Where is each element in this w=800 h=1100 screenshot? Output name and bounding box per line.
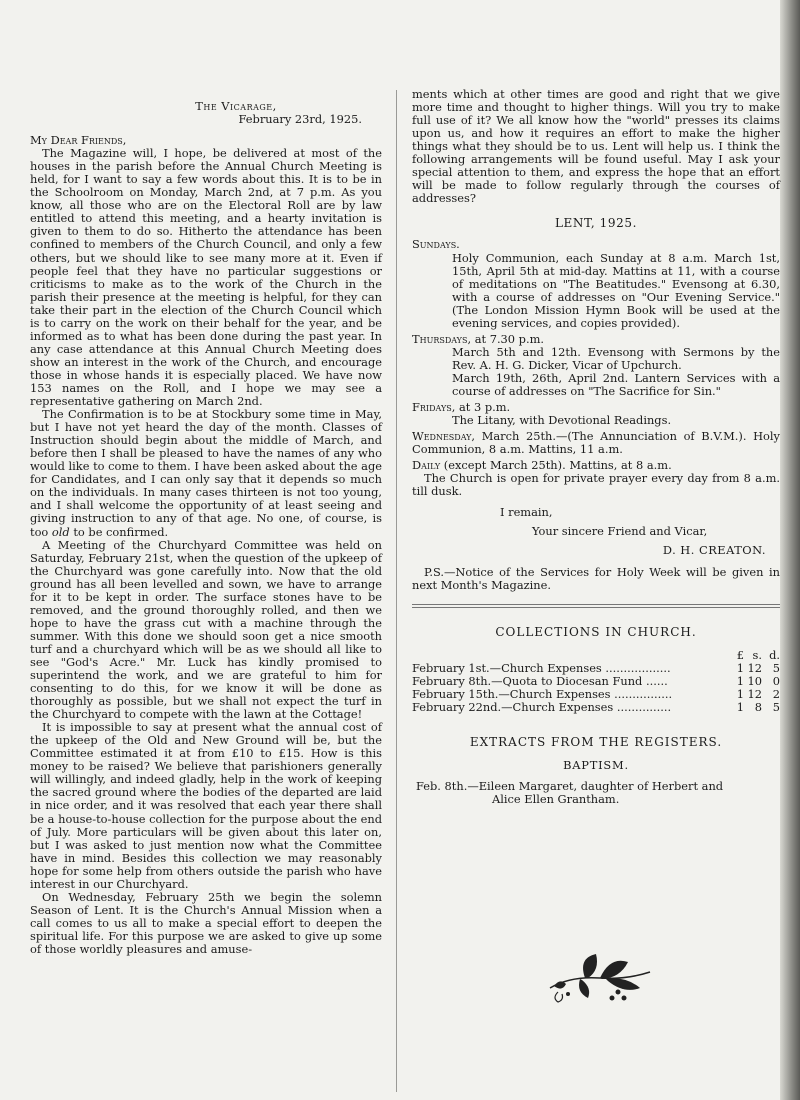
thursdays-label: Thursdays, <box>412 331 472 346</box>
page-edge-shadow <box>780 0 800 1100</box>
fridays-entry: Fridays, at 3 p.m. <box>412 400 511 415</box>
emphasis-old: old <box>51 524 70 539</box>
sundays-label: Sundays. <box>412 237 460 252</box>
fridays-label: Fridays, <box>412 400 456 415</box>
daily-label: Daily <box>412 458 441 473</box>
table-row: February 8th.—Quota to Diocesan Fund ...... 1 10 0 <box>412 673 780 688</box>
paragraph-lent-continued: ments which at other times are good and right that we give more time and thought to higher things. Will you try to make full use of it? We all know how the "world" presses its claims upon us, and how it requires an effort to make the higher things what they should be to us. Lent will help us. I think the following arrangements will be found useful. May I ask your special attention to them, and express the hope that an effort will be made to follow regularly through the courses of addresses? <box>412 87 780 206</box>
paragraph-churchyard: A Meeting of the Churchyard Committee was held on Saturday, February 21st, when the question of the upkeep of the Churchyard was gone carefully into. Now that the old ground has all been levelled and sown, we have to arrange for it to be kept in order. The surface stones have to be removed, and the ground thoroughly rolled, and then we hope to have the grass cut with a machine through the summer. With this done we should soon get a nice smooth turf and a churchyard which will be as we should all like to see "God's Acre." Mr. Luck has kindly promised to superintend the work, and we are grateful to him for consenting to do this, for we know it will be done as thoroughly as possible, but we shall not expect the turf in the Churchyard to compete with the lawn at the Cottage! <box>30 537 382 722</box>
thursdays-entry: Thursdays, at 7.30 p.m. <box>412 331 545 346</box>
pounds-header: £ <box>736 647 744 662</box>
table-row: February 1st.—Church Expenses .................. 1 12 5 <box>412 660 780 675</box>
sundays-text: Holy Communion, each Sunday at 8 a.m. March 1st, 15th, April 5th at mid-day. Mattins at 11, with a course of meditations on "The Beatitudes." Evensong at 6.30, with a course of addresses on "Our Evening Service." (The London Mission Hymn Book will be used at the evening services, and copies provided). <box>452 250 780 330</box>
lent-heading: LENT, 1925. <box>554 216 638 231</box>
column-divider <box>396 90 397 1092</box>
section-divider <box>412 604 780 608</box>
closing-remain: I remain, <box>500 505 553 520</box>
baptism-entry-cont: Alice Ellen Grantham. <box>492 792 620 807</box>
thursdays-text-2: March 19th, 26th, April 2nd. Lantern Services with a course of addresses on "The Sacrifice for Sin." <box>452 370 780 398</box>
postscript: P.S.—Notice of the Services for Holy Week will be given in next Month's Magazine. <box>412 564 780 592</box>
salutation: My Dear Friends, <box>30 133 127 148</box>
thursdays-text-1: March 5th and 12th. Evensong with Sermons by the Rev. A. H. G. Dicker, Vicar of Upchurch. <box>452 344 780 372</box>
wednesday-entry: Wednesday, March 25th.—(The Annunciation of B.V.M.). Holy Communion, 8 a.m. Mattins, 11 a.m. <box>412 429 780 457</box>
closing-sincere: Your sincere Friend and Vicar, <box>532 524 708 539</box>
baptism-entry: Feb. 8th.—Eileen Margaret, daughter of Herbert and <box>416 778 724 793</box>
paragraph-lent-start: On Wednesday, February 25th we begin the solemn Season of Lent. It is the Church's Annual Mission when a call comes to us all to make a special effort to deepen the spiritual life. For this purpose we are asked to give up some of those worldly pleasures and amuse- <box>30 889 382 956</box>
table-row: February 15th.—Church Expenses ................ 1 12 2 <box>412 686 780 701</box>
fridays-text: The Litany, with Devotional Readings. <box>452 413 672 428</box>
collections-header-row <box>412 649 780 662</box>
wednesday-label: Wednesday, <box>412 429 476 444</box>
baptism-heading: BAPTISM. <box>563 757 629 772</box>
table-row: February 22nd.—Church Expenses ............... 1 8 5 <box>412 699 780 714</box>
left-column <box>30 100 382 956</box>
paragraph-confirmation: The Confirmation is to be at Stockbury some time in May, but I have not yet heard the day of the month. Classes of Instruction should begin about the middle of March, and before then I shall be pleased to have the names of any who would like to come to them. I have been asked about the age for Candidates, and I can only say that it depends so much on the individuals. In many cases thirteen is not too young, and I shall welcome the opportunity of at least seeing and giving instruction to any of that age. No one, of course, is too old to be confirmed. <box>30 407 382 539</box>
letter-date: February 23rd, 1925. <box>238 112 362 127</box>
collections-table <box>412 649 780 714</box>
daily-entry: Daily (except March 25th). Mattins, at 8 a.m. <box>412 458 672 473</box>
paragraph-upkeep-cost: It is impossible to say at present what the annual cost of the upkeep of the Old and New Ground will be, but the Committee estimated it at from £10 to £15. How is this money to be raised? We believe that parishioners generally will willingly, and indeed gladly, help in the work of keeping the sacred ground where the bodies of the departed are laid in nice order, and it was resolved that each year there shall be a house-to-house collection for the purpose about the end of July. More particulars will be given about this later on, but I was asked to just mention now what the Committee have in mind. Besides this collection we may reasonably hope for some help from others outside the parish who have interest in our Churchyard. <box>30 720 382 891</box>
paragraph-annual-meeting: The Magazine will, I hope, be delivered at most of the houses in the parish before the Annual Church Meeting is held, for I want to say a few words about this. It is to be in the Schoolroom on Monday, March 2nd, at 7 p.m. As you know, all those who are on the Electoral Roll are by law entitled to attend this meeting, and a hearty invitation is given to them to do so. Hitherto the attendance has been confined to members of the Church Council, and only a few others, but we should like to see many more at it. Even if people feel that they have no particular suggestions or criticisms to make as to the work of the Church in the parish their presence at the meeting is helpful, for they can take their part in the election of the Church Council which is to carry on the work on their behalf for the year, and be informed as to what has been done during the past year. In any case attendance at this Annual Church Meeting does show an interest in the work of the Church, and encourage those in whose hands it is especially placed. We have now 153 names on the Roll, and I hope we may see a representative gathering on March 2nd. <box>30 146 382 409</box>
pence-header: d. <box>769 647 780 662</box>
shillings-header: s. <box>752 647 762 662</box>
vicar-name: D. H. CREATON. <box>662 543 766 558</box>
floral-ornament-icon <box>540 948 660 1008</box>
daily-text-2: The Church is open for private prayer every day from 8 a.m. till dusk. <box>412 471 780 499</box>
right-column <box>412 88 780 806</box>
registers-heading: EXTRACTS FROM THE REGISTERS. <box>469 734 723 749</box>
letter-header: The Vicarage, <box>195 99 277 113</box>
collections-heading: COLLECTIONS IN CHURCH. <box>495 624 697 639</box>
